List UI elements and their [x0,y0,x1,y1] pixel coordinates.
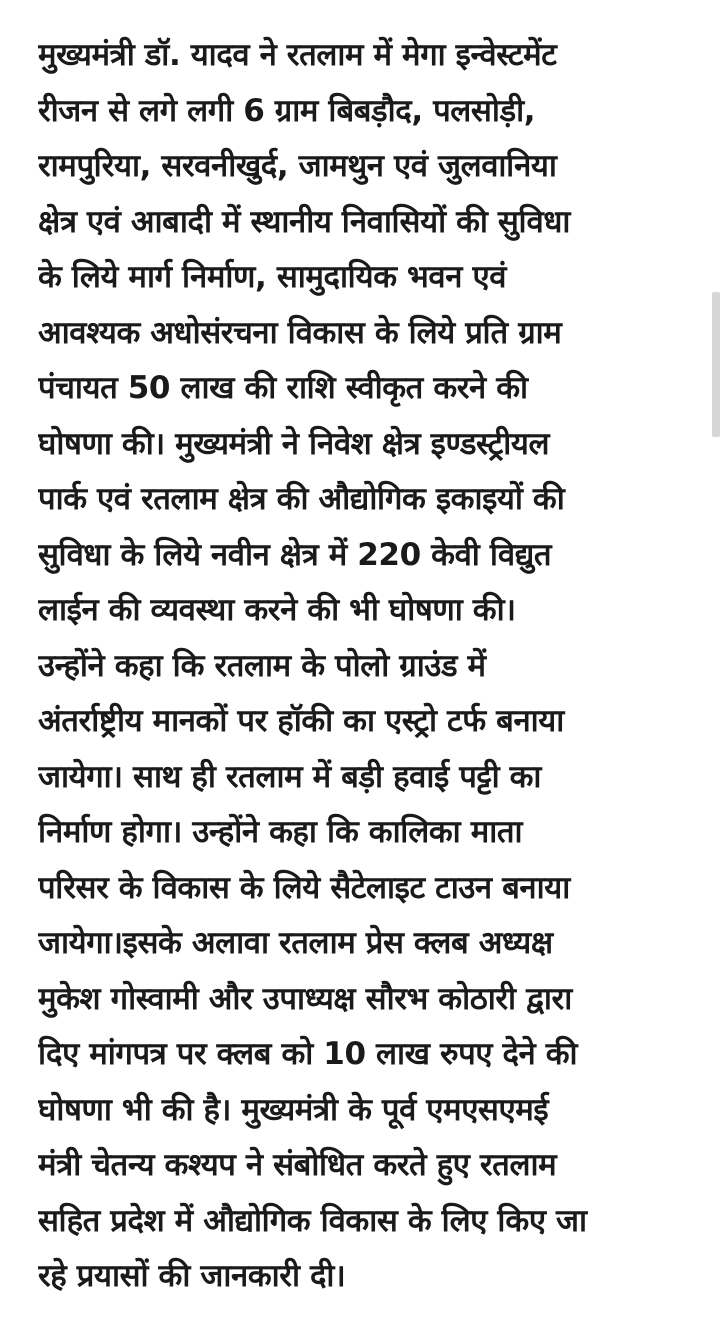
article-line: घोषणा भी की है। मुख्यमंत्री के पूर्व एमएसएमई [38,1091,549,1128]
article-line: जायेगा। साथ ही रतलाम में बड़ी हवाई पट्टी का [38,758,542,795]
article-line: सुविधा के लिये नवीन क्षेत्र में 220 केवी विद्युत [38,536,552,573]
scrollbar-thumb[interactable] [712,292,720,437]
article-line: निर्माण होगा। उन्होंने कहा कि कालिका माता [38,814,523,850]
article-line: जायेगा।इसके अलावा रतलाम प्रेस क्लब अध्यक्ष [38,925,553,961]
article-line: मुकेश गोस्वामी और उपाध्यक्ष सौरभ कोठारी द्वारा [38,980,572,1017]
article-line: पार्क एवं रतलाम क्षेत्र की औद्योगिक इकाइयों की [38,481,565,517]
article-line: घोषणा की। मुख्यमंत्री ने निवेश क्षेत्र इण्डस्ट्रीयल [38,425,550,462]
article-line: परिसर के विकास के लिये सैटेलाइट टाउन बनाया [38,869,570,906]
article-body [38,28,678,1305]
article-line: लाईन की व्यवस्था करने की भी घोषणा की। [38,592,516,628]
article-line: के लिये मार्ग निर्माण, सामुदायिक भवन एवं [38,259,507,295]
article-line: सहित प्रदेश में औद्योगिक विकास के लिए किए जा [38,1202,587,1239]
article-line: मुख्यमंत्री डॉ. यादव ने रतलाम में मेगा इन्वेस्टमेंट [38,37,557,73]
article-line: मंत्री चेतन्य कश्यप ने संबोधित करते हुए रतलाम [38,1147,557,1183]
article-line: क्षेत्र एवं आबादी में स्थानीय निवासियों की सुविधा [38,203,571,240]
article-line: रहे प्रयासों की जानकारी दी। [38,1258,346,1294]
article-line: उन्होंने कहा कि रतलाम के पोलो ग्राउंड में [38,647,486,684]
article-line: पंचायत 50 लाख की राशि स्वीकृत करने की [38,370,528,406]
article-line: रामपुरिया, सरवनीखुर्द, जामथुन एवं जुलवानिया [38,148,557,184]
article-line: अंतर्राष्ट्रीय मानकों पर हॉकी का एस्ट्रो टर्फ बनाया [38,703,564,739]
article-line: रीजन से लगे लगी 6 ग्राम बिबड़ौद, पलसोड़ी, [38,92,536,129]
article-line: आवश्यक अधोसंरचना विकास के लिये प्रति ग्राम [38,314,562,351]
article-line: दिए मांगपत्र पर क्लब को 10 लाख रुपए देने की [38,1036,578,1072]
